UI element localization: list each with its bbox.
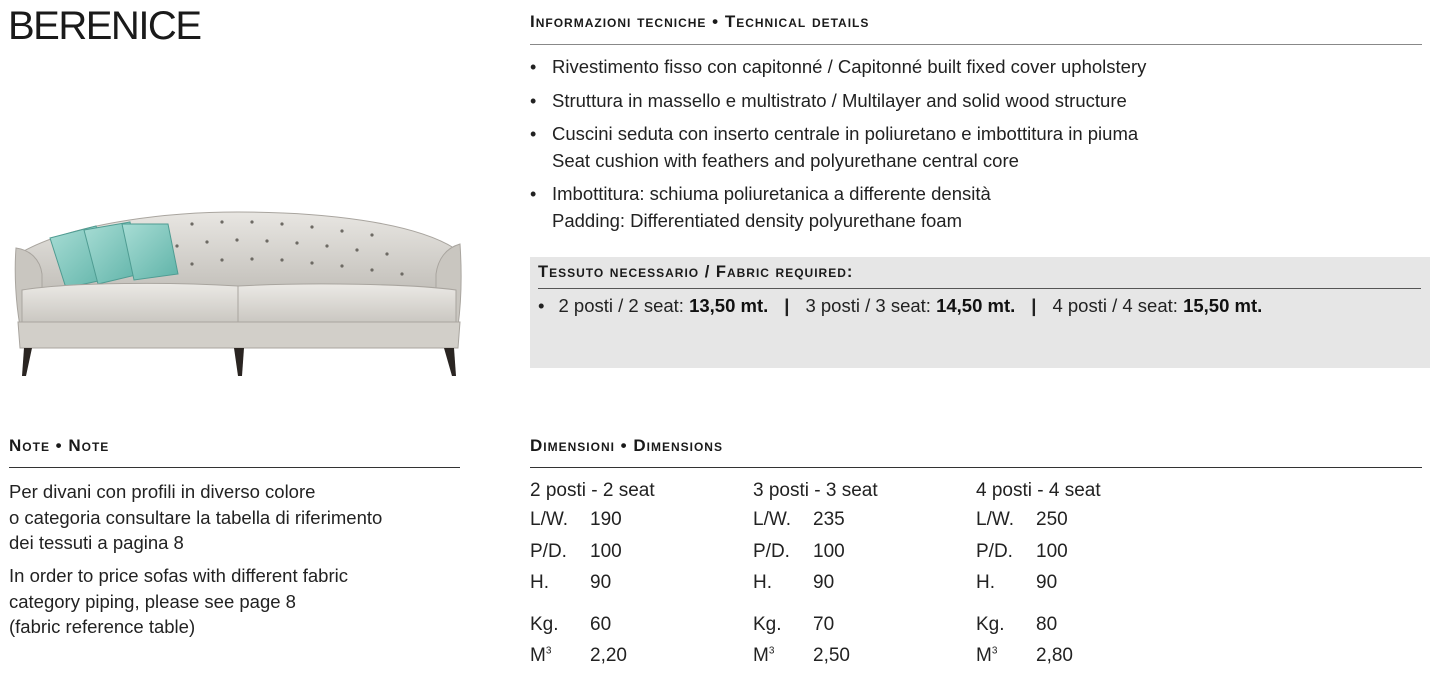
notes-english: In order to price sofas with different fabric category piping, please see page 8 (fabric reference table) [9,565,348,637]
fabric-label: 2 posti / 2 seat: [558,295,684,316]
height-row: H. 90 [530,572,612,593]
list-item: • Struttura in massello e multistrato / Multilayer and solid wood structure [530,88,1410,115]
technical-details-list [530,54,1410,241]
list-item: • Cuscini seduta con inserto centrale in poliuretano e imbottitura in piuma Seat cushion with feathers and polyurethane central core [530,121,1410,174]
fabric-quantities [538,295,1262,317]
fabric-value: 13,50 mt. [689,295,769,316]
separator: | [1031,295,1037,316]
depth-row: P/D. 100 [530,540,622,562]
technical-details-heading: Informazioni tecniche • Technical details [530,12,870,31]
notes-divider [9,467,460,468]
fabric-label: 3 posti / 3 seat: [805,295,931,316]
weight-row: Kg. 80 [976,613,1058,635]
height-row: H. 90 [753,572,835,593]
fabric-required-panel [530,257,1430,368]
column-title: 4 posti - 4 seat [976,480,1101,501]
list-item: • Rivestimento fisso con capitonné / Capitonné built fixed cover upholstery [530,54,1410,81]
weight-row: Kg. 60 [530,613,612,635]
fabric-divider [538,288,1421,289]
weight-row: Kg. 70 [753,613,835,635]
fabric-required-heading: Tessuto necessario / Fabric required: [538,263,854,281]
column-title: 3 posti - 3 seat [753,480,878,501]
product-title: BERENICE [8,4,201,48]
fabric-label: 4 posti / 4 seat: [1052,295,1178,316]
height-row: H. 90 [976,572,1058,593]
notes-heading: Note • Note [9,436,110,455]
width-row: L/W. 250 [976,509,1068,530]
fabric-value: 15,50 mt. [1183,295,1263,316]
sofa-illustration [12,204,464,380]
dimensions-divider [530,467,1422,468]
depth-row: P/D. 100 [976,540,1068,562]
volume-row: $M^3$ 2,80 [976,645,1073,666]
depth-row: P/D. 100 [753,540,845,562]
dimensions-column-2-seat [530,478,745,672]
width-row: L/W. 190 [530,509,622,530]
volume-row: $M^3$ 2,50 [753,645,850,666]
technical-divider [530,44,1422,45]
dimensions-heading: Dimensioni • Dimensions [530,436,723,455]
fabric-value: 14,50 mt. [936,295,1016,316]
bullet: • [538,295,545,316]
dimensions-column-4-seat [976,478,1191,672]
list-item: • Imbottitura: schiuma poliuretanica a differente densità Padding: Differentiated density polyurethane foam [530,181,1410,234]
volume-row: $M^3$ 2,20 [530,645,627,666]
width-row: L/W. 235 [753,509,845,530]
notes-italian: Per divani con profili in diverso colore o categoria consultare la tabella di riferimento dei tessuti a pagina 8 [9,481,383,553]
dimensions-column-3-seat [753,478,968,672]
product-image [12,204,464,380]
separator: | [784,295,790,316]
column-title: 2 posti - 2 seat [530,480,655,501]
